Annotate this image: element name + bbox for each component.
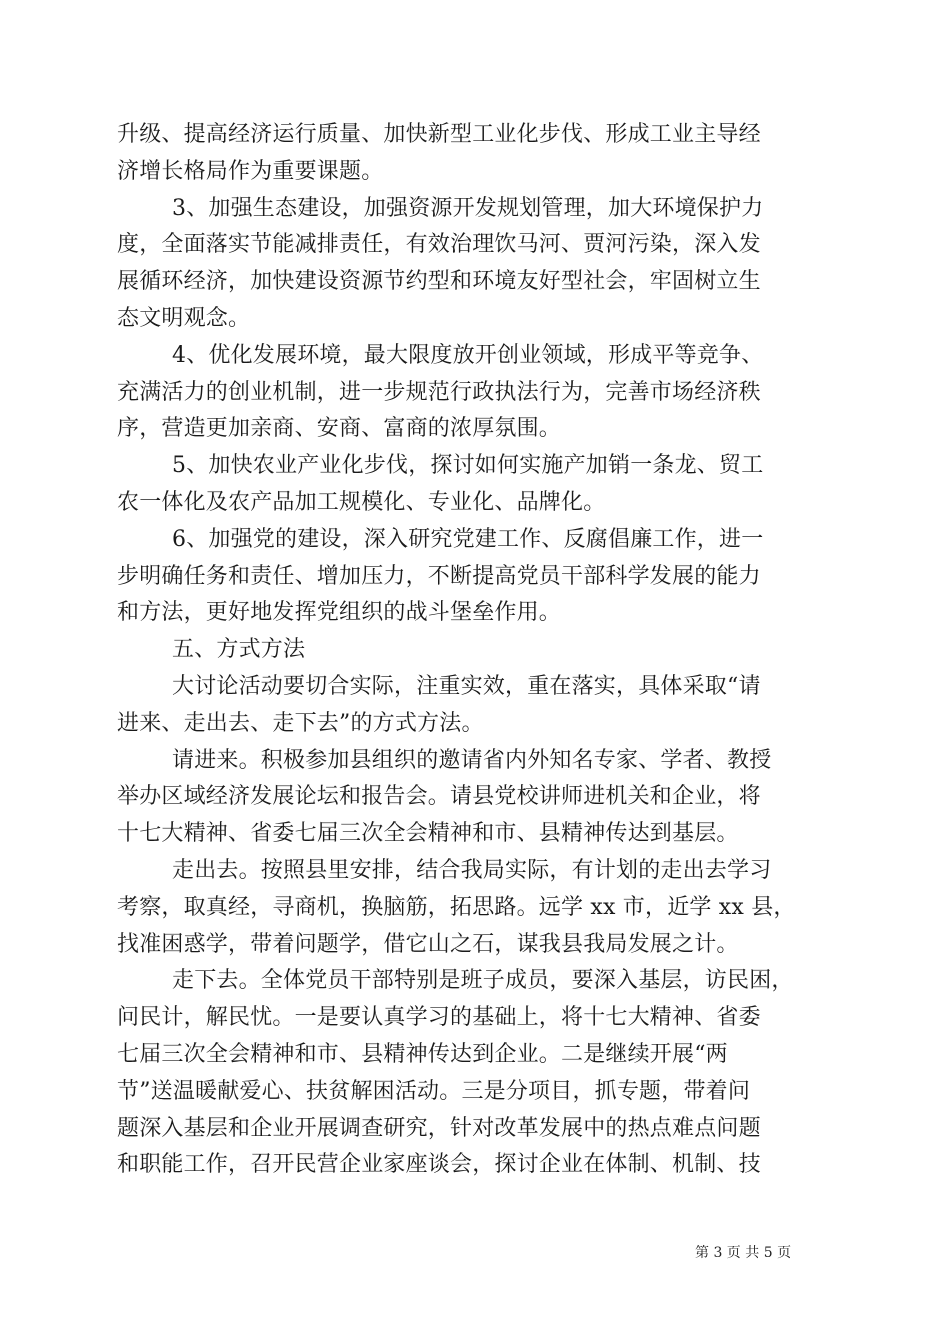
paragraph-line: 走下去。全体党员干部特别是班子成员，要深入基层，访民困， (172, 968, 794, 994)
text-line: 七届三次全会精神和市、县精神传达到企业。二是继续开展“两 (117, 1041, 728, 1067)
paragraph-item-6-line: 6、加强党的建设，深入研究党建工作、反腐倡廉工作，进一 (172, 526, 764, 552)
text-line: 节”送温暖献爱心、扶贫解困活动。三是分项目，抓专题，带着问 (117, 1078, 751, 1104)
paragraph-line: 请进来。积极参加县组织的邀请省内外知名专家、学者、教授 (172, 747, 772, 773)
paragraph-item-4-line: 4、优化发展环境，最大限度放开创业领域，形成平等竞争、 (172, 342, 764, 368)
text-line: 考察，取真经，寻商机，换脑筋，拓思路。远学 xx 市，近学 xx 县， (117, 894, 796, 920)
text-line: 升级、提高经济运行质量、加快新型工业化步伐、形成工业主导经 (117, 122, 761, 147)
text-line: 进来、走出去、走下去”的方式方法。 (117, 710, 484, 736)
text-line: 态文明观念。 (117, 305, 251, 331)
text-line: 十七大精神、省委七届三次全会精神和市、县精神传达到基层。 (117, 821, 739, 847)
page-number-footer: 第 3 页 共 5 页 (695, 1245, 792, 1261)
text-line: 找准困惑学，带着问题学，借它山之石，谋我县我局发展之计。 (117, 931, 739, 957)
text-line: 农一体化及农产品加工规模化、专业化、品牌化。 (117, 489, 606, 515)
text-line: 和职能工作，召开民营企业家座谈会，探讨企业在体制、机制、技 (117, 1152, 761, 1178)
text-line: 问民计，解民忧。一是要认真学习的基础上，将十七大精神、省委 (117, 1005, 761, 1031)
paragraph-line: 走出去。按照县里安排，结合我局实际，有计划的走出去学习 (172, 857, 772, 883)
text-line: 展循环经济，加快建设资源节约型和环境友好型社会，牢固树立生 (117, 269, 761, 295)
text-line: 题深入基层和企业开展调查研究，针对改革发展中的热点难点问题 (117, 1115, 761, 1141)
paragraph-item-3-line: 3、加强生态建设，加强资源开发规划管理，加大环境保护力 (172, 195, 764, 221)
text-line: 序，营造更加亲商、安商、富商的浓厚氛围。 (117, 416, 562, 442)
text-line: 和方法，更好地发挥党组织的战斗堡垒作用。 (117, 600, 562, 626)
paragraph-line: 大讨论活动要切合实际，注重实效，重在落实，具体采取“请 (172, 673, 761, 699)
section-heading: 五、方式方法 (172, 637, 306, 663)
text-line: 度，全面落实节能减排责任，有效治理饮马河、贾河污染，深入发 (117, 232, 761, 258)
text-line: 济增长格局作为重要课题。 (117, 158, 384, 184)
document-body (117, 117, 833, 1184)
paragraph-item-5-line: 5、加快农业产业化步伐，探讨如何实施产加销一条龙、贸工 (172, 453, 764, 479)
text-line: 举办区域经济发展论坛和报告会。请县党校讲师进机关和企业，将 (117, 784, 761, 810)
text-line: 步明确任务和责任、增加压力，不断提高党员干部科学发展的能力 (117, 563, 761, 589)
text-line: 充满活力的创业机制，进一步规范行政执法行为，完善市场经济秩 (117, 379, 761, 405)
